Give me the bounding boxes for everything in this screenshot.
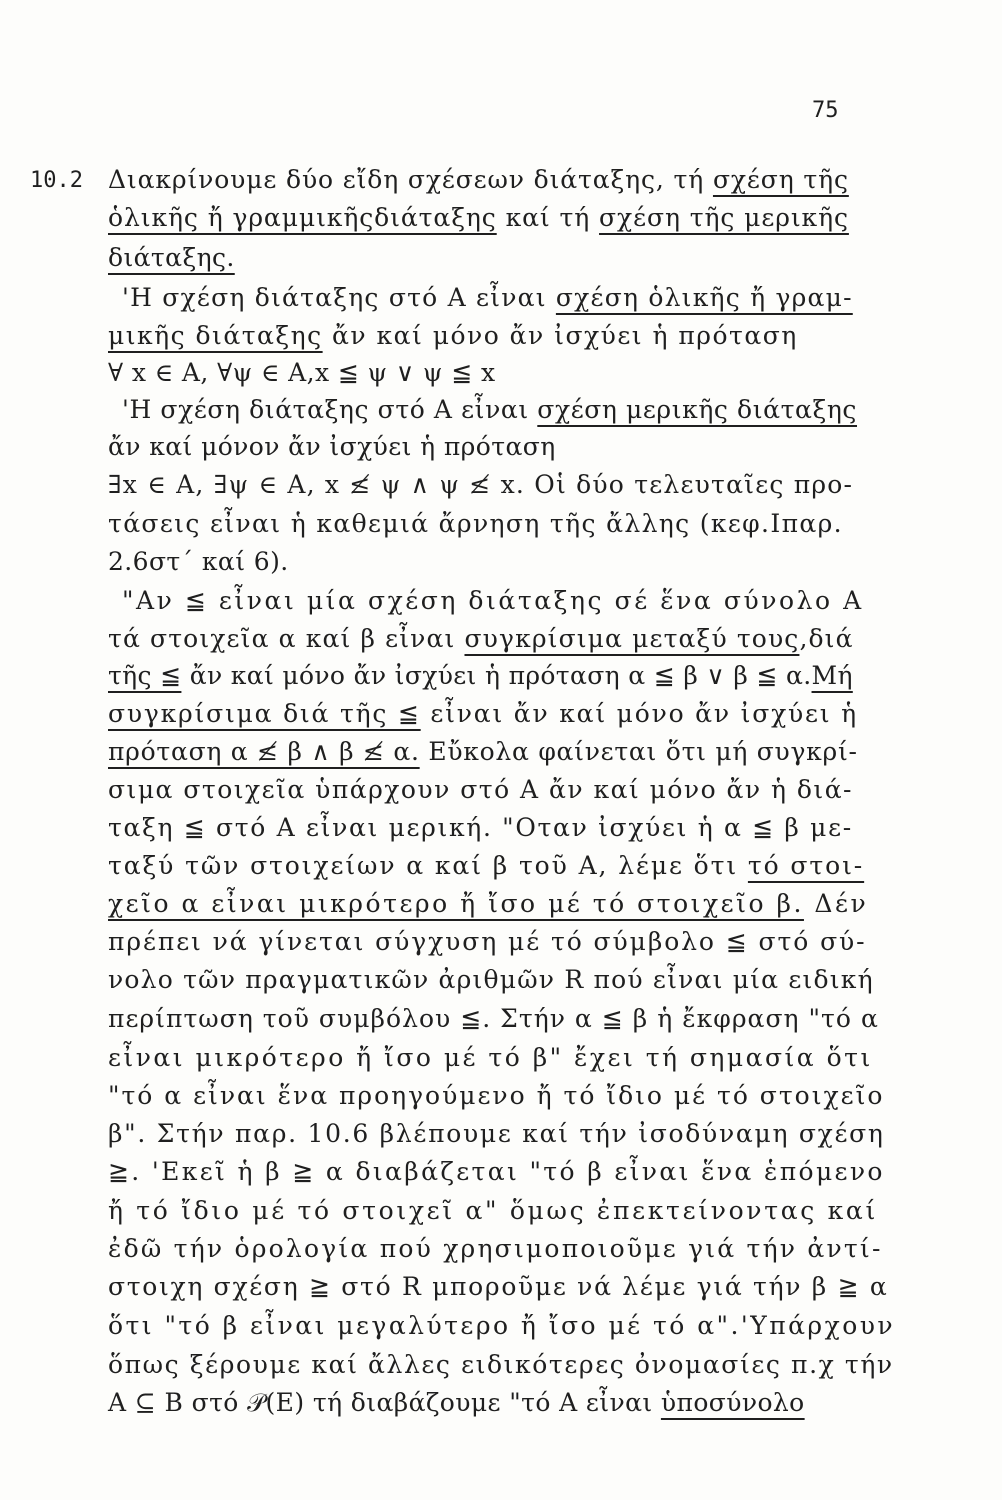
text-line <box>108 509 843 538</box>
text-line <box>108 1388 805 1418</box>
text-segment: εἶναι ἄν καί μόνο ἄν ἰσχύει ἡ <box>420 699 858 728</box>
text-line <box>108 927 867 956</box>
underlined-phrase: πρόταση α ≰ β ∧ β ≰ α. <box>108 737 420 766</box>
underlined-phrase: σχέση τῆς <box>712 165 849 194</box>
text-segment: ἄν καί μόνο ἄν ἰσχύει ἡ πρόταση α ≦ β ∨ β ≦ α. <box>181 661 812 690</box>
underlined-phrase: συγκρίσιμα διά τῆς ≦ <box>108 699 421 728</box>
text-line <box>108 889 868 918</box>
text-segment: τάσεις εἶναι ἡ καθεμιά ἄρνηση τῆς ἄλλης (κεφ.Ιπαρ. <box>108 509 843 538</box>
text-segment: τά στοιχεῖα α καί β εἶναι <box>108 624 465 653</box>
text-line <box>108 1043 873 1072</box>
text-line <box>108 165 849 194</box>
text-line <box>122 586 864 615</box>
text-line <box>108 1272 888 1301</box>
underlined-phrase: σχέση ὁλικῆς ἤ γραμ- <box>555 283 853 312</box>
text-line <box>122 395 857 424</box>
text-segment: ,διά <box>799 624 854 653</box>
text-line <box>108 470 853 499</box>
text-segment: 2.6στ΄ καί 6). <box>108 547 289 576</box>
underlined-phrase: τῆς ≦ <box>108 661 182 690</box>
underlined-phrase: σχέση τῆς μερικῆς <box>599 203 849 232</box>
underlined-phrase: ὁλικῆς ἤ γραμμικῆςδιάταξης <box>108 203 497 232</box>
text-segment: στοιχη σχέση ≧ στό R μποροῦμε νά λέμε γιά τήν β ≧ α <box>108 1272 889 1301</box>
page-number: 75 <box>812 98 839 123</box>
underlined-phrase: διάταξης. <box>108 243 235 272</box>
underlined-phrase: μικῆς διάταξης <box>108 321 323 350</box>
text-segment: ὅπως ξέρουμε καί ἄλλες ειδικότερες ὀνομασίες π.χ τήν <box>108 1350 894 1379</box>
text-segment: β". Στήν παρ. 10.6 βλέπουμε καί τήν ἰσοδύναμη σχέση <box>108 1119 885 1148</box>
text-line <box>108 965 874 994</box>
text-line <box>108 432 556 461</box>
text-line <box>122 283 853 312</box>
text-segment: "Αν ≦ εἶναι μία σχέση διάταξης σέ ἕνα σύνολο Α <box>122 586 864 615</box>
underlined-phrase: τό στοι- <box>747 851 865 880</box>
text-line <box>108 243 235 272</box>
text-line <box>108 321 798 350</box>
text-segment: νολο τῶν πραγματικῶν ἀριθμῶν R πού εἶναι μία ειδική <box>108 965 874 994</box>
text-line <box>108 1311 895 1340</box>
text-segment: ἐδῶ τήν ὁρολογία πού χρησιμοποιοῦμε γιά τήν ἀντί- <box>108 1234 883 1263</box>
text-segment: ∃x ∈ A, ∃ψ ∈ A, x ≰ ψ ∧ ψ ≰ x. Οἱ δύο τελευταῖες προ- <box>108 470 854 499</box>
text-line <box>108 851 864 880</box>
text-line <box>108 1350 894 1379</box>
text-line <box>108 813 853 842</box>
text-segment: ἤ τό ἴδιο μέ τό στοιχεῖ α" ὅμως ἐπεκτείνοντας καί <box>108 1196 878 1225</box>
text-line <box>108 624 854 653</box>
text-line <box>108 547 289 576</box>
text-segment: Α ⊆ Β στό 𝒫(Ε) τή διαβάζουμε "τό Α εἶναι <box>108 1388 661 1417</box>
text-segment: ταξύ τῶν στοιχείων α καί β τοῦ Α, λέμε ὅτι <box>108 851 748 880</box>
text-segment: 'Η σχέση διάταξης στό Α εἶναι <box>122 283 556 312</box>
text-line <box>108 203 849 232</box>
section-label: 10.2 <box>30 168 83 193</box>
text-segment: ἄν καί μόνο ἄν ἰσχύει ἡ πρόταση <box>322 321 798 350</box>
text-line <box>108 1081 884 1110</box>
underlined-phrase: ὑποσύνολο <box>660 1388 805 1417</box>
text-segment: περίπτωση τοῦ συμβόλου ≦. Στήν α ≦ β ἡ ἔκφραση "τό α <box>108 1004 879 1033</box>
underlined-phrase: χεῖο α εἶναι μικρότερο ἤ ἴσο μέ τό στοιχεῖο β. <box>108 889 804 918</box>
text-segment: ≧. 'Εκεῖ ἡ β ≧ α διαβάζεται "τό β εἶναι ἕνα ἑπόμενο <box>108 1157 885 1186</box>
text-segment: Διακρίνουμε δύο εἴδη σχέσεων διάταξης, τή <box>108 165 713 194</box>
text-segment: Εὔκολα φαίνεται ὅτι μή συγκρί- <box>419 737 858 766</box>
text-line <box>108 1004 879 1033</box>
underlined-phrase: συγκρίσιμα μεταξύ τους <box>464 624 800 653</box>
underlined-phrase: σχέση μερικῆς διάταξης <box>537 395 858 424</box>
text-line <box>108 661 853 690</box>
text-segment: 'Η σχέση διάταξης στό Α εἶναι <box>122 395 538 424</box>
text-segment: σιμα στοιχεῖα ὑπάρχουν στό Α ἄν καί μόνο ἄν ἡ διά- <box>108 775 853 804</box>
text-line <box>108 737 858 766</box>
text-line <box>108 1196 878 1225</box>
text-segment: πρέπει νά γίνεται σύγχυση μέ τό σύμβολο ≦ στό σύ- <box>108 927 867 956</box>
text-line <box>108 1157 885 1186</box>
text-segment: "τό α εἶναι ἕνα προηγούμενο ἤ τό ἴδιο μέ τό στοιχεῖο <box>108 1081 885 1110</box>
text-line <box>108 775 853 804</box>
text-line <box>108 1119 885 1148</box>
text-segment: ταξη ≦ στό Α εἶναι μερική. "Οταν ἰσχύει ἡ α ≦ β με- <box>108 813 853 842</box>
text-segment: εἶναι μικρότερο ἤ ἴσο μέ τό β" ἔχει τή σημασία ὅτι <box>108 1043 873 1072</box>
text-line <box>108 358 495 387</box>
text-segment: καί τή <box>496 203 600 232</box>
text-line <box>108 699 858 728</box>
text-line <box>108 1234 883 1263</box>
underlined-phrase: Μή <box>811 661 853 690</box>
text-segment: ∀ x ∈ A, ∀ψ ∈ A,x ≦ ψ ∨ ψ ≦ x <box>108 358 496 387</box>
text-segment: ὅτι "τό β εἶναι μεγαλύτερο ἤ ἴσο μέ τό α".'Υπάρχουν <box>108 1311 896 1340</box>
text-segment: Δέν <box>803 889 869 918</box>
text-segment: ἄν καί μόνον ἄν ἰσχύει ἡ πρόταση <box>108 432 556 461</box>
